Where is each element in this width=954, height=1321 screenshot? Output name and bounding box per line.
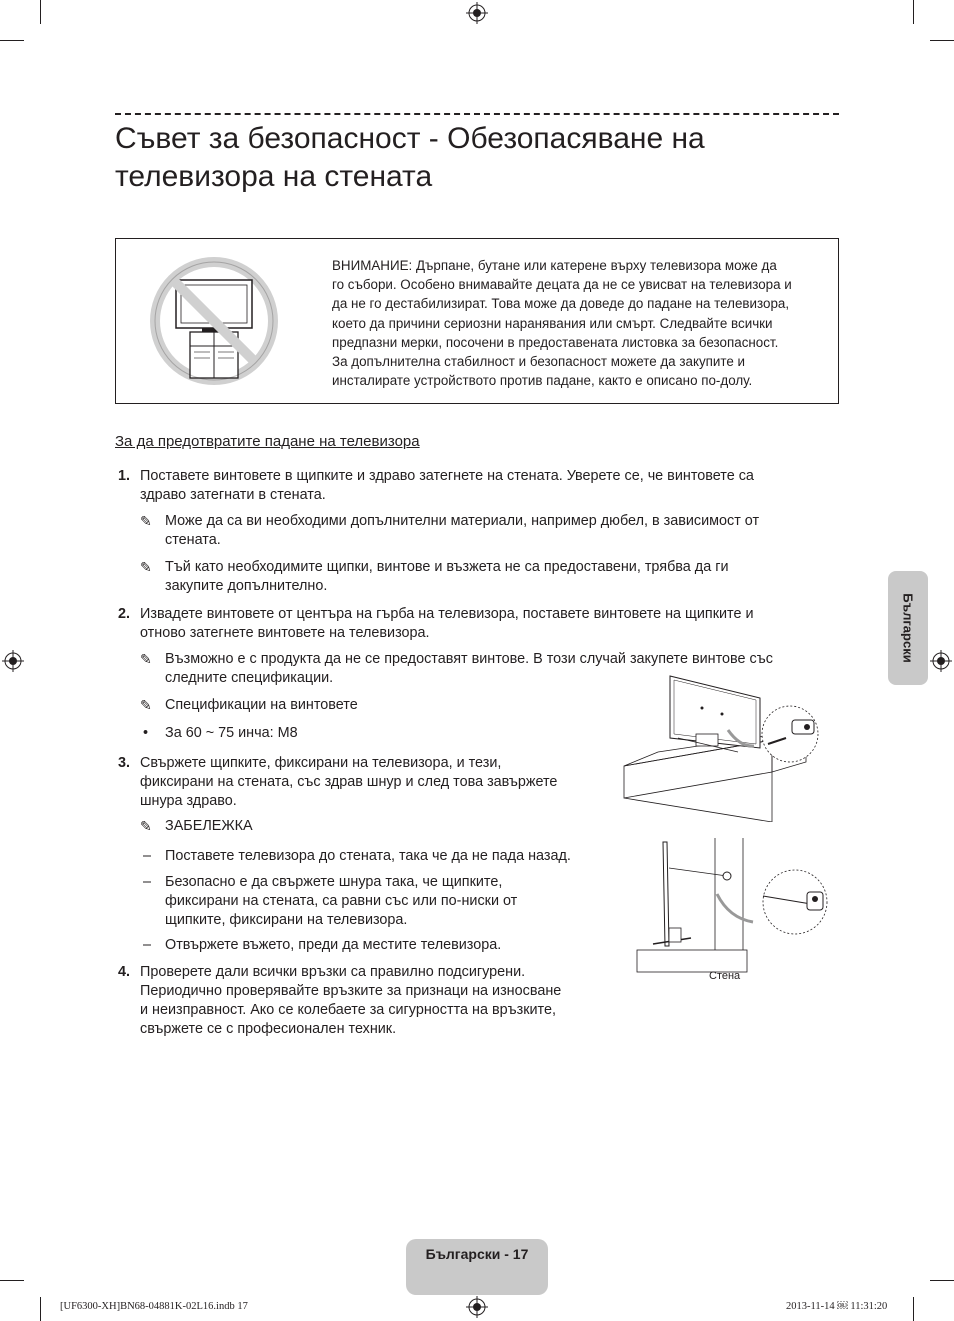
note-icon: ✎ (140, 651, 152, 667)
note-icon: ✎ (140, 559, 152, 575)
language-side-tab (888, 571, 928, 685)
step-4-text (140, 963, 610, 1039)
text-line: Поставете винтовете в щипките и здраво затегнете на стената. Уверете се, че винтовете са (140, 468, 754, 484)
note-icon: ✎ (140, 697, 152, 713)
warning-line: инсталирате устройството против падане, както е описано по-долу. (332, 373, 753, 389)
crop-mark (930, 1280, 954, 1281)
crop-mark (0, 40, 24, 41)
text-line: Проверете дали всички връзки са правилно подсигурени. (140, 964, 526, 980)
text-line: Свържете щипките, фиксирани на телевизора, и тези, (140, 755, 502, 771)
warning-text (332, 256, 818, 390)
language-side-tab-label: Български (900, 593, 916, 663)
warning-line: го събори. Особено внимавайте децата да не се увисват на телевизора и (332, 277, 792, 293)
text-line: Тъй като необходимите щипки, винтове и възжета не са предоставени, трябва да ги (165, 559, 729, 575)
text-line: отново затегнете винтовете на телевизора. (140, 625, 430, 641)
text-line: здраво затегнати в стената. (140, 487, 326, 503)
registration-mark-icon (466, 2, 488, 24)
crop-mark (0, 1280, 24, 1281)
text-line: свържете се с професионален техник. (140, 1021, 397, 1037)
warning-line: предпазни мерки, посочени в предоставената листовка за безопасност. (332, 334, 779, 350)
dash-icon: – (143, 937, 152, 953)
registration-mark-icon (930, 650, 952, 672)
crop-mark (40, 1297, 41, 1321)
note-icon: ✎ (140, 513, 152, 529)
step-number: 3. (118, 755, 131, 771)
crop-mark (913, 1297, 914, 1321)
page-title-line1: Съвет за безопасност - Обезопасяване на (115, 122, 705, 155)
crop-mark (40, 0, 41, 24)
crop-mark (913, 0, 914, 24)
text-line: фиксирани на стената, със здрав шнур и след това завържете (140, 774, 558, 790)
title-divider (115, 113, 839, 115)
warning-line: ВНИМАНИЕ: Дърпане, бутане или катерене върху телевизора може да (332, 258, 777, 273)
section-heading: За да предотвратите падане на телевизора (115, 433, 420, 450)
page-title-line2: телевизора на стената (115, 160, 433, 193)
step-2-note-2: Спецификации на винтовете (165, 697, 358, 713)
bullet-icon: • (143, 725, 149, 741)
dash-icon: – (143, 848, 152, 864)
text-line: Извадете винтовете от центъра на гърба на телевизора, поставете винтовете на щипките и (140, 606, 754, 622)
warning-line: За допълнителна стабилност и безопасност можете да закупите и (332, 354, 746, 370)
text-line: закупите допълнително. (165, 578, 328, 594)
step-2-bullet: За 60 ~ 75 инча: M8 (165, 725, 298, 741)
step-number: 2. (118, 606, 131, 622)
crop-mark (930, 40, 954, 41)
text-line: Периодично проверявайте връзките за признаци на износване (140, 983, 562, 999)
wall-label: Стена (709, 970, 741, 982)
text-line: шнура здраво. (140, 793, 237, 809)
registration-mark-icon (2, 650, 24, 672)
no-climbing-tv-icon (148, 256, 280, 386)
text-line: Може да са ви необходими допълнителни материали, например дюбел, в зависимост от (165, 513, 760, 529)
step-3-text (140, 754, 610, 811)
step-3-dash-2 (165, 873, 615, 930)
text-line: стената. (165, 532, 221, 548)
warning-line: да не го дестабилизират. Това може да доведе до падане на телевизора, (332, 296, 790, 312)
footer-file-info: [UF6300-XH]BN68-04881K-02L16.indb 17 (60, 1301, 248, 1312)
text-line: следните спецификации. (165, 670, 334, 686)
step-1-note-2 (165, 558, 835, 596)
page-number: Български - 17 (425, 1246, 529, 1262)
page-title (115, 120, 835, 196)
step-3-dash-3: Отвържете въжето, преди да местите телевизора. (165, 937, 502, 953)
step-number: 1. (118, 468, 131, 484)
dash-icon: – (143, 874, 152, 890)
tv-on-stand-figure (620, 672, 830, 822)
footer-timestamp: 2013-11-14 ￼ 11:31:20 (786, 1301, 888, 1312)
step-1-note-1 (165, 512, 835, 550)
step-1-text (140, 467, 830, 505)
warning-line: което да причини сериозни наранявания или смърт. Следвайте всички (332, 315, 773, 331)
step-3-note-heading: ЗАБЕЛЕЖКА (165, 818, 253, 834)
step-3-dash-1: Поставете телевизора до стената, така че да не пада назад. (165, 848, 571, 864)
text-line: фиксирани на стената, са равни със или по-ниски от (165, 893, 518, 909)
registration-mark-icon (466, 1296, 488, 1318)
tv-wall-figure (635, 838, 835, 978)
text-line: щипките, фиксирани на телевизора. (165, 912, 408, 928)
note-icon: ✎ (140, 818, 152, 834)
text-line: Възможно е с продукта да не се предоставят винтове. В този случай закупете винтове със (165, 651, 773, 667)
text-line: Безопасно е да свържете шнура така, че щипките, (165, 874, 503, 890)
text-line: и неизправност. Ако се колебаете за сигурността на връзките, (140, 1002, 556, 1018)
step-2-text (140, 605, 840, 643)
step-number: 4. (118, 964, 131, 980)
